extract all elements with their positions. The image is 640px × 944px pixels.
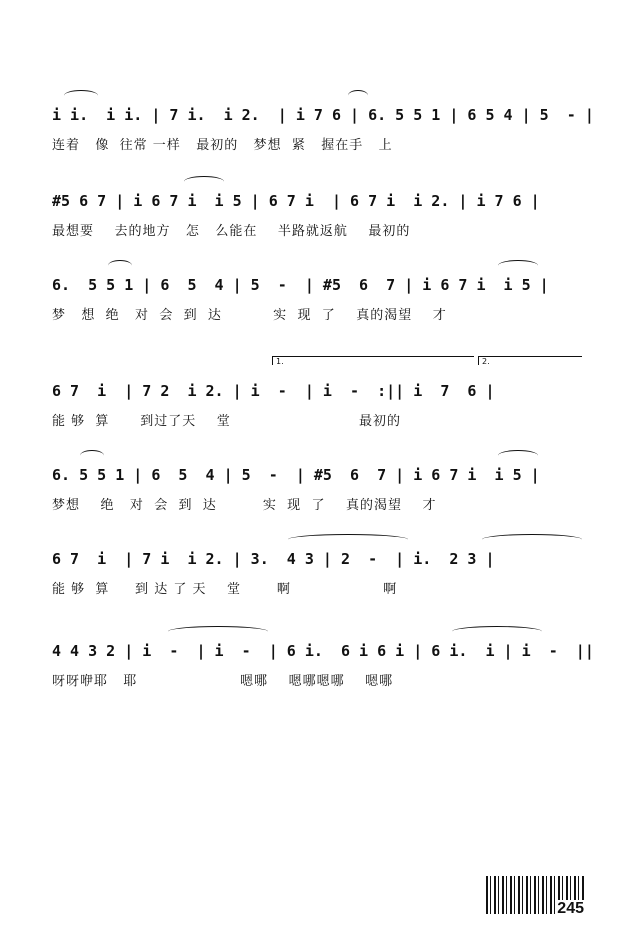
slur xyxy=(482,534,582,545)
notation-line: #5 6 7 | i 6 7 i i 5 | 6 7 i | 6 7 i i 2. | i 7 6 | xyxy=(52,192,540,210)
first-ending-bracket: 1. xyxy=(272,356,474,365)
slur xyxy=(64,90,98,101)
lyrics-line: 梦 想 绝 对 会 到 达 实 现 了 真的渴望 才 xyxy=(52,308,447,323)
slur xyxy=(498,260,538,271)
slur xyxy=(452,626,542,637)
slur xyxy=(80,450,104,461)
slur xyxy=(108,260,132,271)
notation-line: i i. i i. | 7 i. i 2. | i 7 6 | 6. 5 5 1 | 6 5 4 | 5 - | xyxy=(52,106,594,124)
lyrics-line: 能 够 算 到过了天 堂 最初的 xyxy=(52,414,402,429)
lyrics-line: 梦想 绝 对 会 到 达 实 现 了 真的渴望 才 xyxy=(52,498,437,513)
notation-line: 4 4 3 2 | i - | i - | 6 i. 6 i 6 i | 6 i. i | i - || xyxy=(52,642,594,660)
notation-line: 6 7 i | 7 2 i 2. | i - | i - :|| i 7 6 | xyxy=(52,382,495,400)
lyrics-line: 连着 像 往常 一样 最初的 梦想 紧 握在手 上 xyxy=(52,138,393,153)
slur xyxy=(168,626,268,637)
notation-line: 6 7 i | 7 i i 2. | 3. 4 3 | 2 - | i. 2 3 | xyxy=(52,550,495,568)
notation-line: 6. 5 5 1 | 6 5 4 | 5 - | #5 6 7 | i 6 7 i i 5 | xyxy=(52,466,540,484)
second-ending-bracket: 2. xyxy=(478,356,582,365)
slur xyxy=(288,534,408,545)
barcode xyxy=(486,876,586,918)
slur xyxy=(498,450,538,461)
page-number: 245 xyxy=(557,900,584,917)
slur xyxy=(348,90,368,101)
lyrics-line: 最想要 去的地方 怎 么能在 半路就返航 最初的 xyxy=(52,224,411,239)
notation-line: 6. 5 5 1 | 6 5 4 | 5 - | #5 6 7 | i 6 7 i i 5 | xyxy=(52,276,549,294)
lyrics-line: 呀呀咿耶 耶 嗯哪 嗯哪嗯哪 嗯哪 xyxy=(52,674,394,689)
lyrics-line: 能 够 算 到 达 了 天 堂 啊 啊 xyxy=(52,582,398,597)
slur xyxy=(184,176,224,187)
